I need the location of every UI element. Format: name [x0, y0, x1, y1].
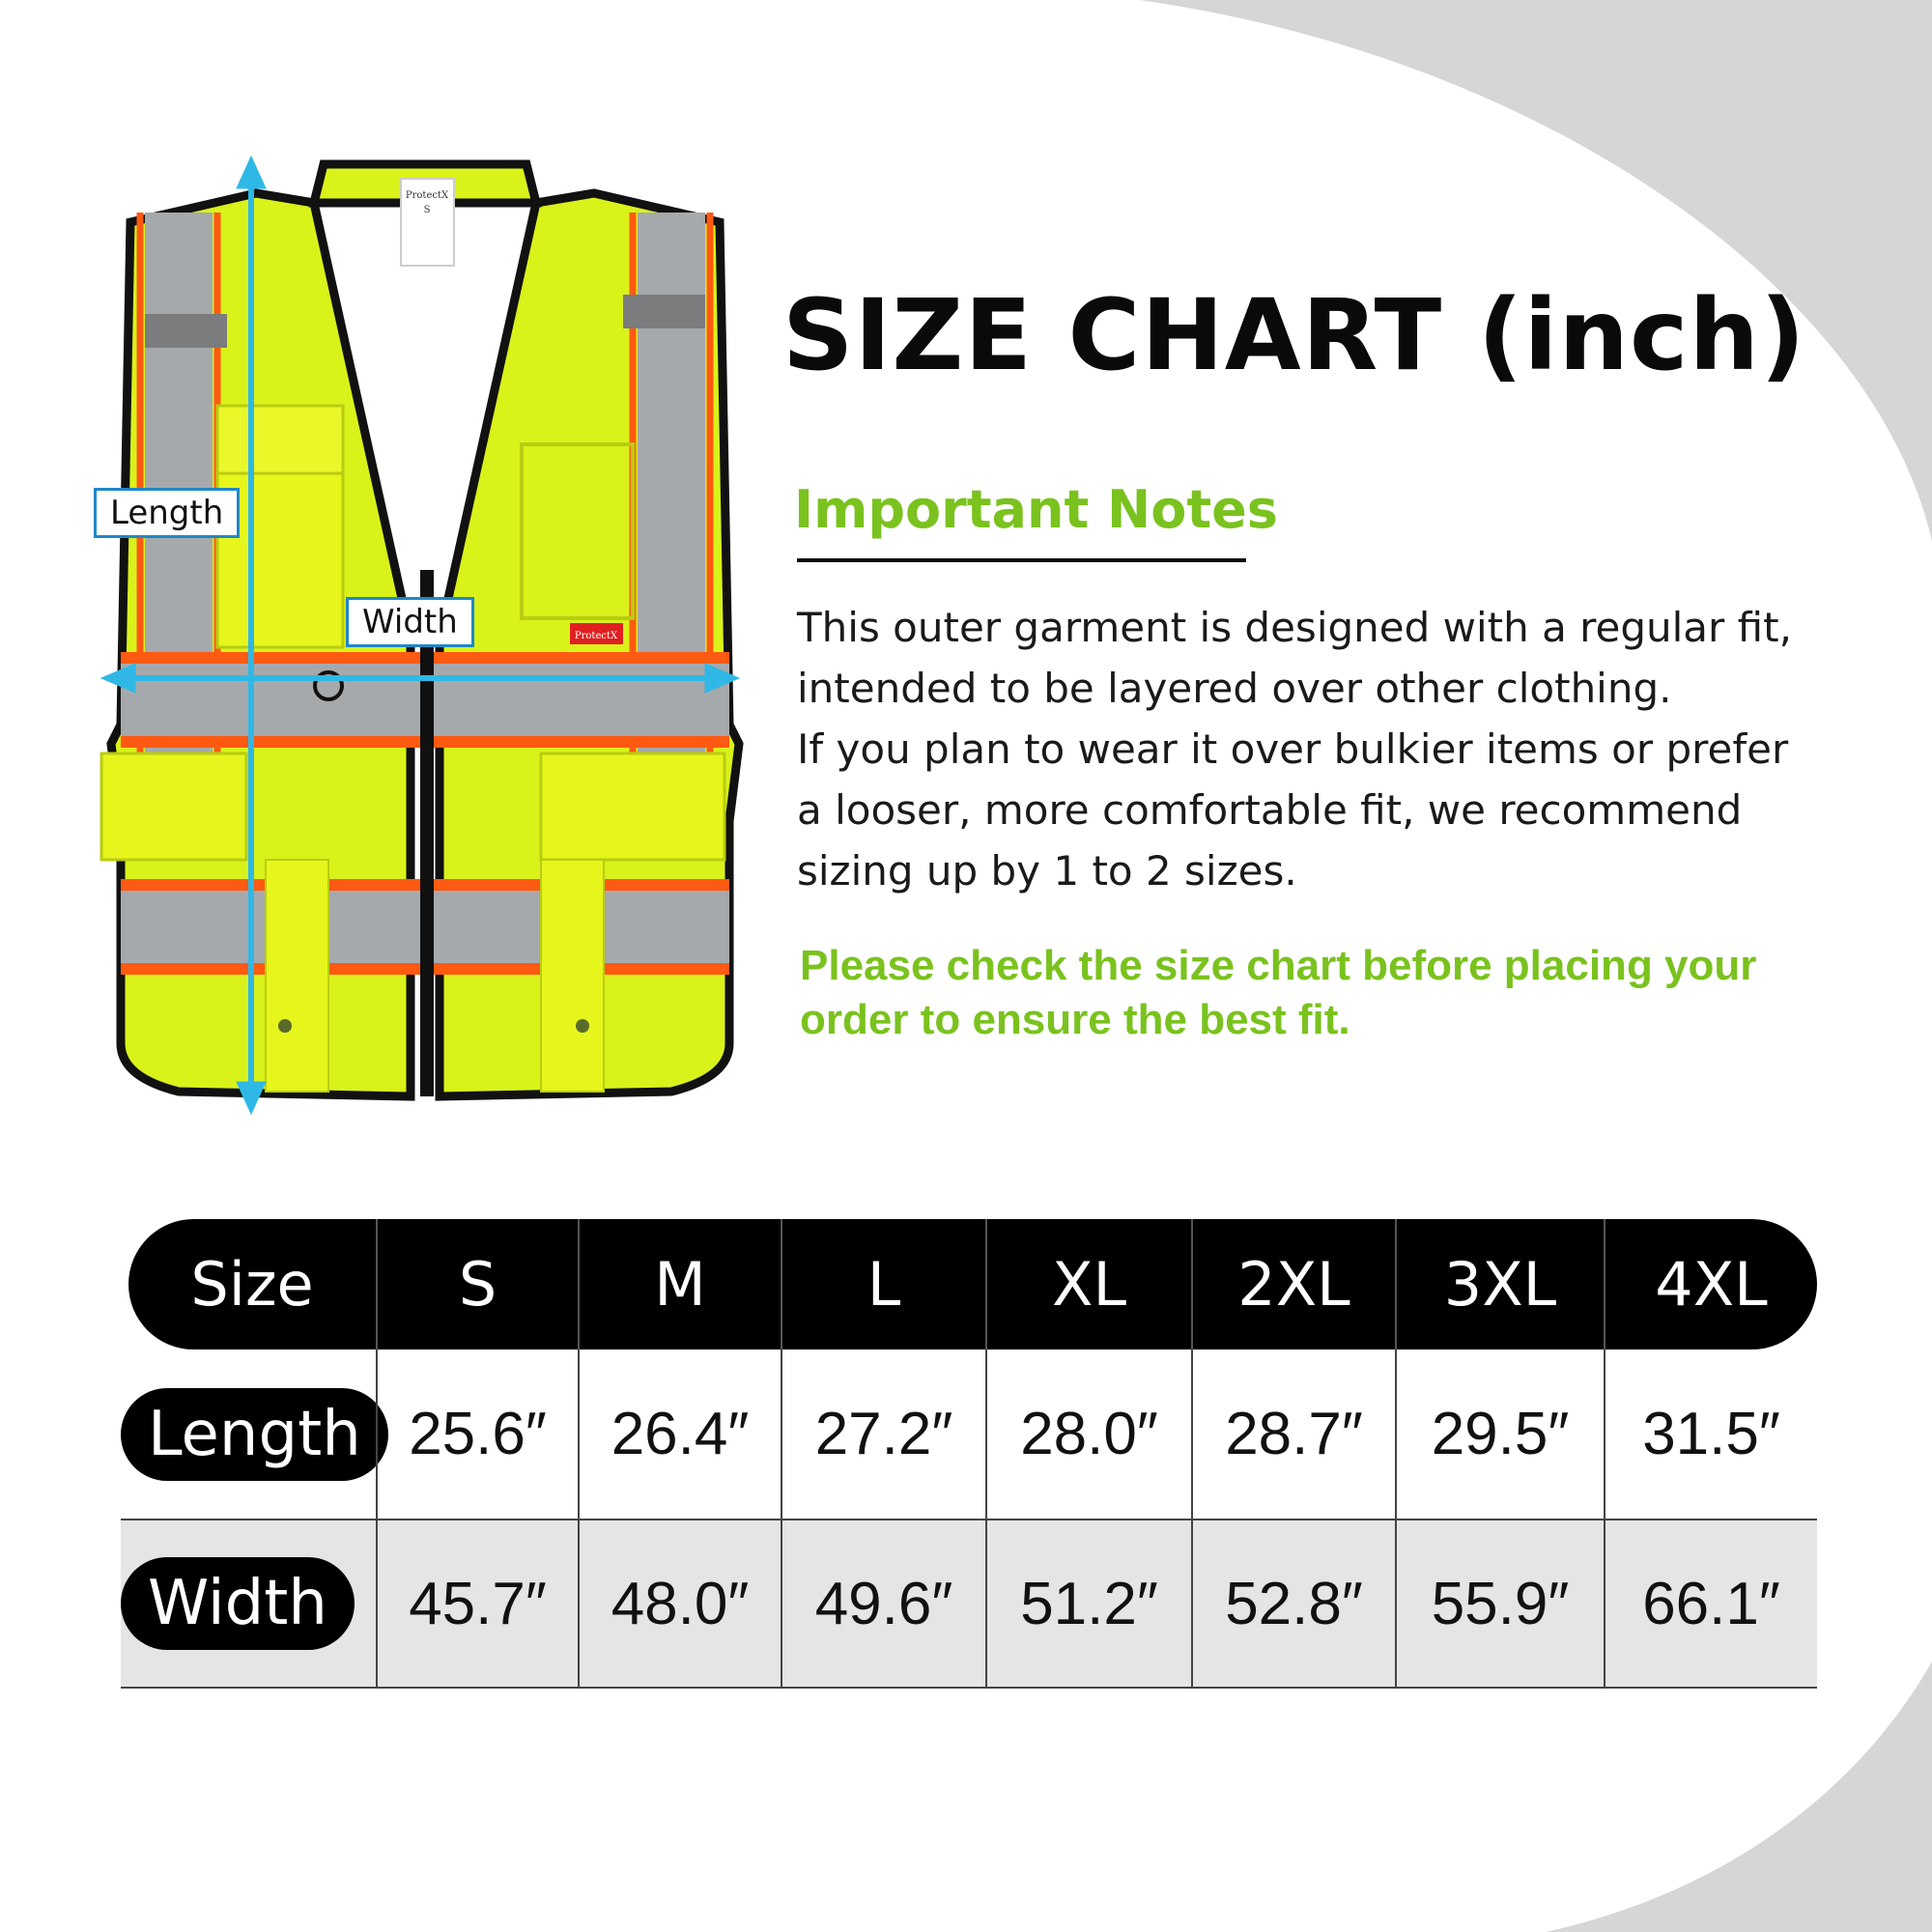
table-cell: 55.9″	[1395, 1520, 1604, 1687]
notes-line: If you plan to wear it over bulkier items or prefer	[797, 725, 1789, 773]
table-cell: 25.6″	[376, 1350, 578, 1519]
notes-line: This outer garment is designed with a regular fit,	[797, 604, 1792, 651]
callout-line: order to ensure the best fit.	[800, 996, 1350, 1043]
table-cell: 28.0″	[985, 1350, 1191, 1519]
width-dimension-label: Width	[346, 597, 474, 647]
notes-divider	[797, 558, 1246, 562]
size-table	[121, 1219, 1817, 1689]
row-label-width: Width	[121, 1557, 355, 1650]
header-size-2xl: 2XL	[1191, 1219, 1395, 1350]
notes-body	[797, 597, 1792, 901]
header-size-xl: XL	[985, 1219, 1191, 1350]
table-cell: 52.8″	[1191, 1520, 1395, 1687]
header-size-4xl: 4XL	[1604, 1219, 1817, 1350]
notes-heading: Important Notes	[794, 479, 1278, 540]
table-cell: 31.5″	[1604, 1350, 1817, 1519]
notes-line: a looser, more comfortable fit, we recommend	[797, 786, 1743, 834]
header-size-label: Size	[190, 1249, 314, 1320]
table-cell: 45.7″	[376, 1520, 578, 1687]
header-size-3xl: 3XL	[1395, 1219, 1604, 1350]
table-cell: 28.7″	[1191, 1350, 1395, 1519]
size-table-header	[128, 1219, 1817, 1350]
svg-text:S: S	[423, 205, 431, 215]
header-size-l: L	[781, 1219, 985, 1350]
page-title: SIZE CHART (inch)	[782, 278, 1806, 393]
notes-line: intended to be layered over other clothing.	[797, 665, 1672, 712]
length-dimension-label: Length	[94, 488, 240, 538]
header-size-m: M	[578, 1219, 781, 1350]
table-cell: 29.5″	[1395, 1350, 1604, 1519]
svg-text:ProtectX: ProtectX	[405, 190, 449, 201]
notes-line: sizing up by 1 to 2 sizes.	[797, 847, 1297, 895]
table-cell: 49.6″	[781, 1520, 985, 1687]
table-row-length	[121, 1350, 1817, 1520]
table-cell: 27.2″	[781, 1350, 985, 1519]
table-cell: 51.2″	[985, 1520, 1191, 1687]
row-label-length: Length	[121, 1388, 388, 1481]
header-size-s: S	[376, 1219, 578, 1350]
callout-line: Please check the size chart before placing your	[800, 942, 1757, 989]
table-row-width	[121, 1520, 1817, 1689]
table-cell: 26.4″	[578, 1350, 781, 1519]
size-check-callout	[800, 939, 1862, 1047]
table-cell: 48.0″	[578, 1520, 781, 1687]
table-cell: 66.1″	[1604, 1520, 1817, 1687]
svg-text:ProtectX: ProtectX	[574, 631, 618, 641]
